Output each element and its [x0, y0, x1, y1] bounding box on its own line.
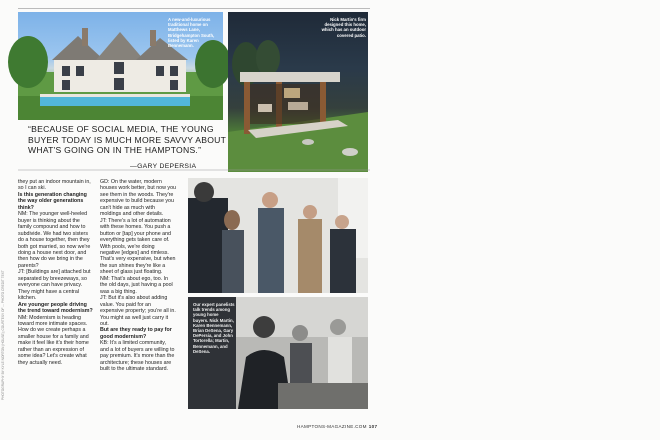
interview-paragraph: KB: It's a limited community, and a lot of buyers are willing to pay premium. It's more than the architecture; these houses are built to the ultimate standard. [100, 340, 175, 373]
page-folio [297, 424, 377, 429]
house-photo-caption: A new-and-luxurious traditional home on Matthews Lane, Bridgehampton South, listed by Karen Bennemann. [168, 17, 215, 49]
interview-paragraph: JT: But it's also about adding value. You paid for an expensive property; you're all in. You might as well just carry it out. [100, 295, 176, 327]
interview-paragraph: JT: There's a lot of automation with these homes. You push a button or [tap] your phone and everything gets taken care of. With pools, we're doing negative [edges] and rimless. That's very expensive, but when the sun shines they're like a sheet of glass just floating. [100, 217, 176, 276]
folio-page-number: 107 [368, 424, 378, 429]
interview-question: But are they ready to pay for good modernism? [100, 327, 172, 340]
interview-question: Is this generation changing the way older generations think? [18, 191, 87, 211]
pull-quote-attribution: —GARY DEPERSIA [130, 163, 197, 170]
interview-paragraph: GD: On the water, modern houses work better, but now you see them in the woods. They're expensive to build because you can't hide as much with moldings and other details. [100, 179, 176, 218]
interview-paragraph: they put an indoor mountain in, so I can ski. [18, 179, 91, 192]
interview-paragraph: NM: That's about ego, too. In the old days, just having a pool was a big thing. [100, 275, 173, 295]
panel-standing-illustration [188, 178, 368, 293]
folio-site: HAMPTONS-MAGAZINE.COM [297, 424, 367, 429]
panel-photo-caption: Our expert panelists talk trends among young home buyers. Nick Martin, Karen Bennemann, Brian DeSena, Gary DePersia, and John Tortorella; Martin, Bennemann, and DeSena. [193, 302, 235, 354]
interview-paragraph: JT: [Buildings are] attached but separated by breezeways, so everyone can have privacy. They might have a central kitchen. [18, 269, 91, 302]
interview-paragraph: NM: Modernism is heading toward more intimate spaces. How do we create perhaps a smaller house for a family and make it feel like it's their home rather than an expression of some idea? Let's create what they actually need. [18, 314, 89, 366]
interview-question: Are younger people driving the trend toward modernism? [18, 301, 93, 315]
pull-quote-text: “BECAUSE OF SOCIAL MEDIA, THE YOUNG BUYER TODAY IS MUCH MORE SAVVY ABOUT WHAT'S GOING ON IN THE HAMPTONS.” [28, 124, 226, 156]
panel-photo-standing [188, 178, 368, 293]
body-column-2 [100, 179, 176, 373]
photo-credit-spine: PHOTOGRAPHY BY KYLE NORTON (HOUSE); COURTESY OF ... PHOTO CREDIT TEXT [1, 270, 5, 400]
body-column-1 [18, 179, 94, 366]
top-rule [18, 8, 370, 9]
poolhouse-photo-caption: Nick Martin's firm designed this home, which has an outdoor covered patio. [321, 17, 366, 38]
interview-paragraph: NM: The younger well-heeled buyer is thinking about the family compound and how to subdivide. We had two sisters do a house together, then they both got married, so now we're doing a house next door, and then how do we bring in the parents? [18, 211, 91, 269]
